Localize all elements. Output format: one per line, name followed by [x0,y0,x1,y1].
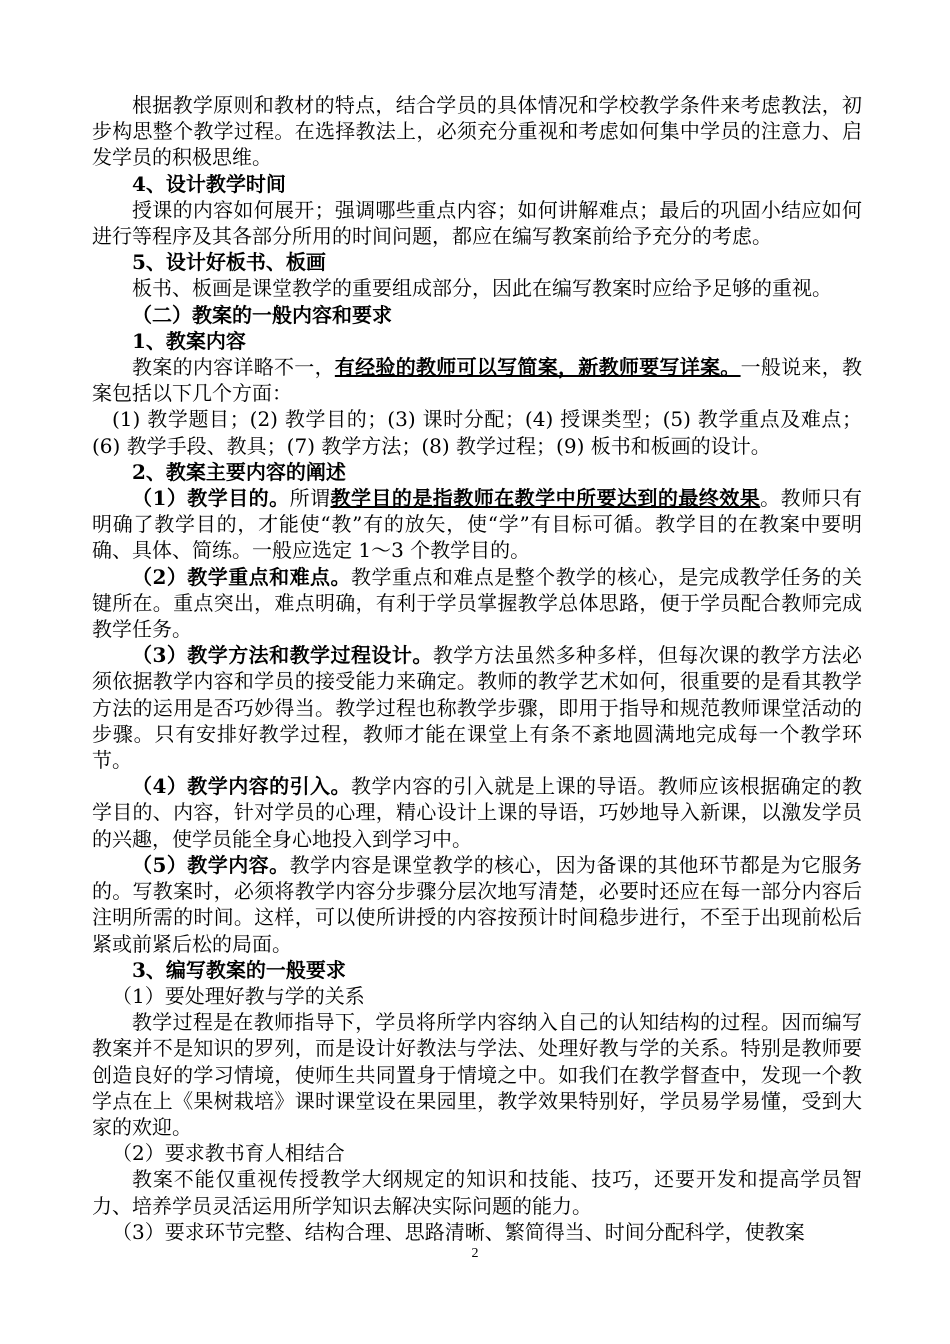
page-number: 2 [471,1246,479,1261]
section-heading-2: （二）教案的一般内容和要求 [132,302,392,327]
item-teaching-objective [92,485,862,564]
item-methods [92,642,862,773]
underlined-emphasis: 教学目的是指教师在教学中所要达到的最终效果 [330,486,761,511]
document-body [92,92,862,1245]
item-teaching-content [92,852,862,957]
item-title: （3）教学方法和教学过程设计。 [132,643,433,668]
underlined-emphasis: 有经验的教师可以写简案，新教师要写详案。 [334,355,741,380]
text-span: 所谓 [289,486,331,511]
heading-blackboard: 5、设计好板书、板画 [132,250,326,275]
requirement-1-title: （1）要处理好教与学的关系 [112,983,365,1008]
heading-main-content: 2、教案主要内容的阐述 [132,459,346,484]
item-title: （5）教学内容。 [132,852,290,877]
text-span: 教学方法虽然多种多样，但每次课的教学方法必须依据教学内容和学员的接受能力来确定。教师的教学艺术如何，很重要的是看其教学方法的运用是否巧妙得当。教学过程也称教学步骤，即用于指导和规范教师课堂活动的步骤。只有安排好教学过程，教师才能在课堂上有条不紊地圆满地完成每一个教学环节。 [92,643,862,773]
text-span: 教学内容是课堂教学的核心，因为备课的其他环节都是为它服务的。写教案时，必须将教学内容分步骤分层次地写清楚，必要时还应在每一部分内容后注明所需的时间。这样，可以使所讲授的内容按预计时间稳步进行，不至于出现前松后紧或前紧后松的局面。 [92,852,862,956]
heading-general-requirements: 3、编写教案的一般要求 [132,957,346,982]
heading-plan-content: 1、教案内容 [132,328,246,353]
requirement-2-text: 教案不能仅重视传授教学大纲规定的知识和技能、技巧，还要开发和提高学员智力、培养学员灵活运用所学知识去解决实际问题的能力。 [92,1167,862,1218]
paragraph-blackboard: 板书、板画是课堂教学的重要组成部分，因此在编写教案时应给予足够的重视。 [132,276,832,301]
text-span: 教学内容的引入就是上课的导语。教师应该根据确定的教学目的、内容，针对学员的心理，精心设计上课的导语，巧妙地导入新课，以激发学员的兴趣，使学员能全身心地投入到学习中。 [92,774,863,851]
item-introduction [92,773,862,852]
text-span: 。教师只有明确了教学目的，才能使“教”有的放矢，使“学”有目标可循。教学目的在教案中要明确、具体、简练。一般应选定 1～3 个教学目的。 [92,486,863,563]
paragraph-plan-items: (1) 教学题目；(2) 教学目的；(3) 课时分配；(4) 授课类型；(5) 教学重点及难点；(6) 教学手段、教具；(7) 教学方法；(8) 教学过程；(9) 板书和板画的设计。 [92,407,862,458]
item-title: （4）教学内容的引入。 [132,774,351,799]
item-title: （1）教学目的。 [132,486,290,511]
item-title: （2）教学重点和难点。 [132,564,351,589]
requirement-2-title: （2）要求教书育人相结合 [112,1141,345,1166]
paragraph-teaching-method: 根据教学原则和教材的特点，结合学员的具体情况和学校教学条件来考虑教法，初步构思整个教学过程。在选择教法上，必须充分重视和考虑如何集中学员的注意力、启发学员的积极思维。 [92,93,862,170]
text-span: 教案的内容详略不一， [132,355,335,380]
text-span: 一般说来，教案包括以下几个方面： [92,355,863,406]
item-key-points [92,564,862,643]
paragraph-plan-content [92,354,862,406]
requirement-1-text: 教学过程是在教师指导下，学员将所学内容纳入自己的认知结构的过程。因而编写教案并不是知识的罗列，而是设计好教法与学法、处理好教与学的关系。特别是教师要创造良好的学习情境，使师生共同置身于情境之中。如我们在教学督查中，发现一个教学点在上《果树栽培》课时课堂设在果园里，教学效果特别好，学员易学易懂，受到大家的欢迎。 [92,1010,862,1139]
text-span: 教学重点和难点是整个教学的核心，是完成教学任务的关键所在。重点突出，难点明确，有利于学员掌握教学总体思路，便于学员配合教师完成教学任务。 [92,564,863,642]
heading-design-time: 4、设计教学时间 [132,171,286,196]
paragraph-design-time: 授课的内容如何展开；强调哪些重点内容；如何讲解难点；最后的巩固小结应如何进行等程序及其各部分所用的时间问题，都应在编写教案前给予充分的考虑。 [92,197,862,249]
requirement-3-title: （3）要求环节完整、结构合理、思路清晰、繁简得当、时间分配科学，使教案 [112,1219,805,1244]
